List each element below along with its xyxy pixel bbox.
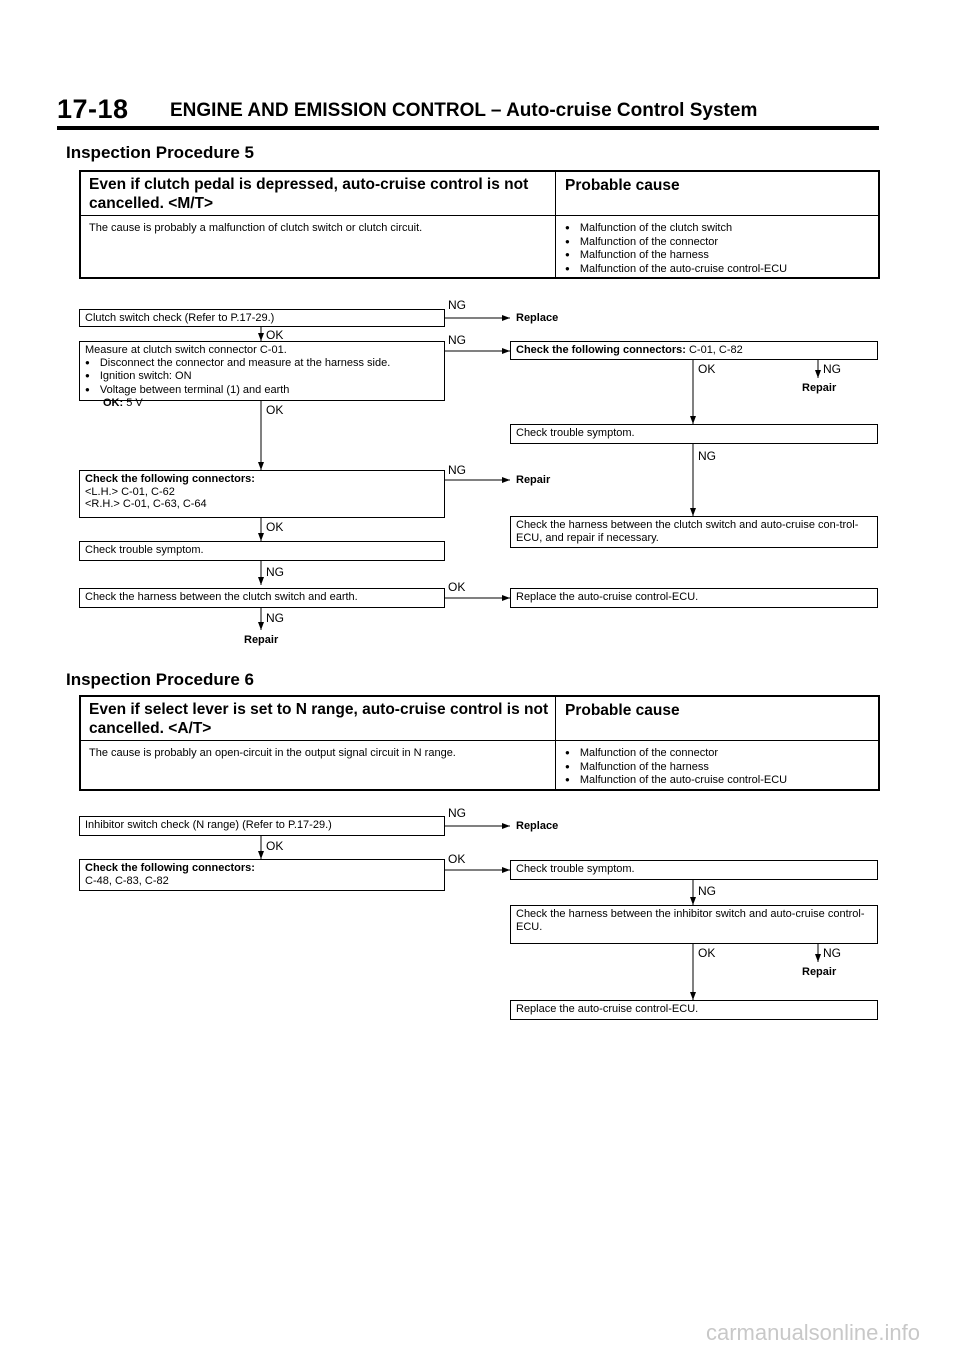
ng-label: NG bbox=[266, 565, 284, 579]
ng-label: NG bbox=[448, 333, 466, 347]
step-text: Measure at clutch switch connector C-01. bbox=[85, 344, 287, 356]
repair-label: Repair bbox=[802, 382, 837, 394]
ng-label: NG bbox=[698, 449, 716, 463]
proc5-right-check-harness-ecu: Check the harness between the clutch switch and auto-cruise con-trol-ECU, and repair if necessary. bbox=[510, 516, 878, 548]
ok-label: OK bbox=[266, 403, 284, 417]
list-item: ● Malfunction of the connector bbox=[565, 747, 787, 761]
proc5-cause-heading: Probable cause bbox=[565, 177, 680, 194]
proc6-check-connectors bbox=[79, 859, 445, 891]
repair-label: Repair bbox=[244, 634, 279, 646]
list-item: ● Malfunction of the connector bbox=[565, 236, 787, 250]
ok-label: OK bbox=[698, 362, 716, 376]
ng-label: NG bbox=[266, 611, 284, 625]
page-number: 17-18 bbox=[57, 94, 129, 124]
ok-label: OK bbox=[698, 946, 716, 960]
ng-label: NG bbox=[823, 946, 841, 960]
ok-label: OK bbox=[448, 852, 466, 866]
ok-label: OK bbox=[266, 520, 284, 534]
proc5-description: The cause is probably a malfunction of clutch switch or clutch circuit. bbox=[89, 222, 423, 234]
step-text: <R.H.> C-01, C-63, C-64 bbox=[85, 498, 207, 510]
proc5-right-check-trouble-symptom: Check trouble symptom. bbox=[510, 424, 878, 444]
proc5-right-replace-ecu: Replace the auto-cruise control-ECU. bbox=[510, 588, 878, 608]
proc6-right-replace-ecu: Replace the auto-cruise control-ECU. bbox=[510, 1000, 878, 1020]
ng-label: NG bbox=[448, 463, 466, 477]
proc5-check-connectors bbox=[79, 470, 445, 518]
proc5-check-harness-earth: Check the harness between the clutch switch and earth. bbox=[79, 588, 445, 608]
proc5-clutch-switch-check: Clutch switch check (Refer to P.17-29.) bbox=[79, 309, 445, 327]
ok-label: OK bbox=[266, 328, 284, 342]
list-item: ● Malfunction of the harness bbox=[565, 249, 787, 263]
proc6-title: Inspection Procedure 6 bbox=[66, 670, 254, 689]
proc5-right-check-connectors bbox=[510, 341, 878, 360]
section-title: ENGINE AND EMISSION CONTROL bbox=[170, 100, 486, 121]
proc6-right-check-harness-ecu: Check the harness between the inhibitor switch and auto-cruise control-ECU. bbox=[510, 905, 878, 944]
proc6-right-check-trouble-symptom: Check trouble symptom. bbox=[510, 860, 878, 880]
step-text: C-48, C-83, C-82 bbox=[85, 874, 169, 887]
ng-label: NG bbox=[823, 362, 841, 376]
proc6-description: The cause is probably an open-circuit in the output signal circuit in N range. bbox=[89, 747, 456, 759]
proc5-symptom: Even if clutch pedal is depressed, auto-cruise control is not cancelled. <M/T> bbox=[89, 176, 529, 212]
step-text: C-01, C-82 bbox=[688, 344, 743, 356]
proc6-symptom: Even if select lever is set to N range, auto-cruise control is not cancelled. <A/T> bbox=[89, 701, 549, 737]
replace-label: Replace bbox=[516, 312, 559, 324]
proc5-title: Inspection Procedure 5 bbox=[66, 143, 254, 162]
list-item: ● Disconnect the connector and measure at the harness side. bbox=[85, 357, 439, 371]
list-item: ● Malfunction of the clutch switch bbox=[565, 222, 787, 236]
repair-label: Repair bbox=[516, 474, 551, 486]
list-item: ● Malfunction of the auto-cruise control-ECU bbox=[565, 774, 787, 788]
step-text: <L.H.> C-01, C-62 bbox=[85, 485, 175, 498]
list-item: ● Ignition switch: ON bbox=[85, 370, 439, 384]
title-dash: – bbox=[490, 100, 502, 121]
repair-label: Repair bbox=[802, 966, 837, 978]
watermark: carmanualsonline.info bbox=[705, 1320, 920, 1345]
ok-label: OK bbox=[448, 580, 466, 594]
ng-label: NG bbox=[698, 884, 716, 898]
proc6-inhibitor-switch-check: Inhibitor switch check (N range) (Refer to P.17-29.) bbox=[79, 816, 445, 836]
list-item: ● Voltage between terminal (1) and earth bbox=[85, 384, 439, 398]
step-title: Check the following connectors: bbox=[85, 862, 255, 874]
ng-label: NG bbox=[448, 298, 466, 312]
proc6-cause-list bbox=[565, 747, 787, 788]
proc6-cause-table bbox=[79, 695, 880, 791]
ng-label: NG bbox=[448, 806, 466, 820]
step-title: Check the following connectors: bbox=[85, 473, 255, 485]
ok-value: 5 V bbox=[126, 397, 143, 409]
section-subtitle: Auto-cruise Control System bbox=[506, 100, 758, 121]
proc5-check-trouble-symptom: Check trouble symptom. bbox=[79, 541, 445, 561]
list-item: ● Malfunction of the harness bbox=[565, 761, 787, 775]
step-title: Check the following connectors: bbox=[516, 344, 686, 356]
replace-label: Replace bbox=[516, 820, 559, 832]
proc6-cause-heading: Probable cause bbox=[565, 702, 680, 719]
ok-label: OK bbox=[266, 839, 284, 853]
ok-label: OK: bbox=[103, 397, 124, 409]
list-item: ● Malfunction of the auto-cruise control-ECU bbox=[565, 263, 787, 277]
proc5-measure-connector bbox=[79, 341, 445, 409]
ok-criterion bbox=[85, 397, 439, 410]
